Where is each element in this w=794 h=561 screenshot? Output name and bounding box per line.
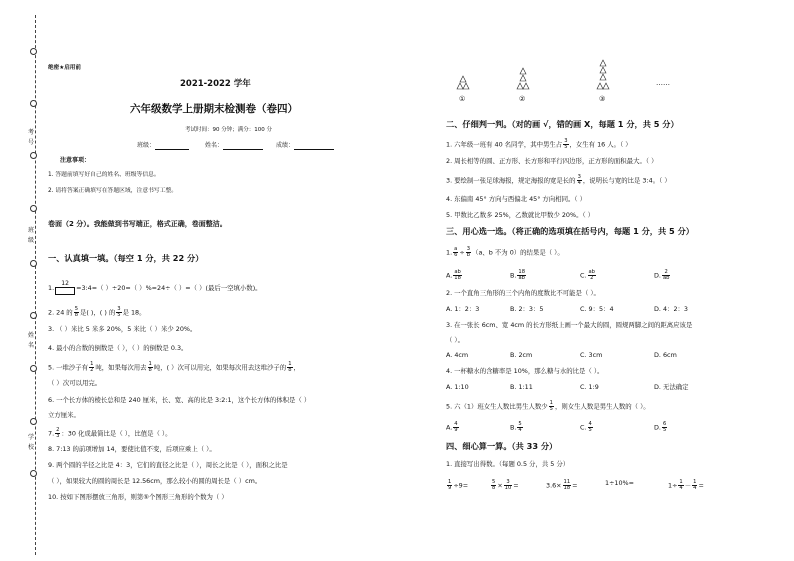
- s3-q2-option-a[interactable]: A. 1：2：3: [446, 305, 480, 313]
- pattern-label: ②: [519, 95, 526, 103]
- pattern-ellipsis: ……: [656, 79, 670, 87]
- calc-item[interactable]: $\frac{5}{8}$ × $\frac{3}{10}$ =: [492, 479, 519, 492]
- notes-title: 注意事项：: [60, 157, 91, 164]
- s3-q5-option-d[interactable]: D. $\frac{6}{5}$: [654, 421, 667, 434]
- s1-q3: 3. （ ）米比 5 米多 20%，5 米比（ ）米少 20%。: [48, 325, 197, 333]
- s3-q5-option-b[interactable]: B. $\frac{5}{4}$: [510, 421, 522, 434]
- s3-q4: 4. 一杯糖水的含糖率是 10%，那么糖与水的比是（ ）。: [446, 367, 604, 375]
- s3-q1: 1. $\frac{a}{6}$ ÷ $\frac{3}{b}$ （a、b 不为 0）的结果是（ ）。: [446, 246, 564, 259]
- section4-title: 四、细心算一算。（共 33 分）: [446, 441, 558, 451]
- margin-label: 班: [28, 227, 35, 234]
- s3-q2-option-b[interactable]: B. 2：3：5: [510, 305, 544, 313]
- pattern-figure-1: [457, 76, 469, 89]
- binding-hole: [30, 470, 37, 477]
- class-label: 班级：: [137, 142, 156, 149]
- margin-label: 姓: [28, 332, 35, 339]
- s4-subtitle: 1. 直接写出得数。（每题 0.5 分，共 5 分）: [446, 460, 570, 468]
- s2-q1: 1. 六年级一班有 40 名同学，其中男生占 $\frac{3}{5}$ ，女生有 16 人。（ ）: [446, 138, 632, 151]
- s3-q1-option-c[interactable]: C. $\frac{ab}{2}$: [580, 269, 595, 282]
- margin-label: 学: [28, 434, 35, 441]
- s1-q9-line2: （ ），如果较大的圆的周长是 12.56cm，那么较小的圆的周长是（ ）cm。: [48, 477, 262, 485]
- s3-q1-option-a[interactable]: A. $\frac{ab}{18}$: [446, 269, 461, 282]
- s2-q2: 2. 周长相等的圆、正方形、长方形和平行四边形，正方形的面积最大。（ ）: [446, 157, 658, 165]
- score-blank[interactable]: [294, 143, 334, 150]
- pattern-label: ③: [599, 95, 606, 103]
- class-blank[interactable]: [155, 143, 189, 150]
- score-label: 成绩：: [276, 142, 295, 149]
- section2-title: 二、仔细判一判。（对的画 √，错的画 X，每题 1 分，共 5 分）: [446, 119, 679, 129]
- s3-q3-line2: （ ）。: [446, 336, 465, 344]
- s3-q4-option-b[interactable]: B. 1:11: [510, 383, 533, 391]
- s3-q2: 2. 一个直角三角形的三个内角的度数比不可能是（ ）。: [446, 289, 600, 297]
- pattern-figure-2: [517, 68, 529, 89]
- s3-q5-option-a[interactable]: A. $\frac{4}{9}$: [446, 421, 458, 434]
- s1-q9: 9. 两个圆的半径之比是 4：3，它们的直径之比是（ ），周长之比是（ ），面积之比是: [48, 461, 288, 469]
- s3-q3: 3. 在一张长 6cm、宽 4cm 的长方形纸上画一个最大的圆，圆规两脚之间的距离应该是: [446, 321, 693, 329]
- s3-q3-option-b[interactable]: B. 2cm: [510, 351, 533, 359]
- section1-title: 一、认真填一填。（每空 1 分，共 22 分）: [48, 253, 204, 263]
- s3-q4-option-a[interactable]: A. 1:10: [446, 383, 469, 391]
- s1-q1: 1. 12 =3:4=（ ）÷20=（ ）%=24÷（ ）=（ ）(最后一空填小数)。: [48, 281, 262, 295]
- class-field[interactable]: [137, 143, 189, 150]
- binding-hole: [30, 365, 37, 372]
- s1-q10: 10. 按如下图形摆放三角形，则第⑤个图形三角形的个数为（ ）: [48, 493, 228, 501]
- exam-meta: 考试时间：90 分钟；满分：100 分: [185, 127, 272, 133]
- name-label: 姓名：: [205, 142, 224, 149]
- s3-q2-option-c[interactable]: C. 9：5：4: [580, 305, 614, 313]
- s3-q5: 5. 六（1）班女生人数比男生人数少 $\frac{1}{5}$ ，则女生人数是男生人数的（ ）。: [446, 400, 650, 413]
- s1-q8: 8. 7:13 的前项增加 14，要使比值不变，后项应乘上（ ）。: [48, 445, 216, 453]
- s3-q4-option-d[interactable]: D. 无法确定: [654, 383, 689, 391]
- q1-text: =3:4=（ ）÷20=（ ）%=24÷（ ）=（ ）(最后一空填小数)。: [76, 284, 262, 292]
- s2-q4: 4. 东偏南 45° 方向与西偏北 45° 方向相同。（ ）: [446, 195, 586, 203]
- calc-item[interactable]: 1÷10%=: [605, 479, 634, 487]
- s3-q3-option-c[interactable]: C. 3cm: [580, 351, 603, 359]
- s3-q1-option-d[interactable]: D. $\frac{2}{ab}$: [654, 269, 670, 282]
- s1-q4: 4. 最小的合数的倒数是（ ），（ ）的倒数是 0.3。: [48, 344, 188, 352]
- score-field[interactable]: [276, 143, 334, 150]
- binding-hole: [30, 48, 37, 55]
- name-blank[interactable]: [223, 143, 263, 150]
- calc-item[interactable]: 1÷ $\frac{1}{4}$ － $\frac{1}{4}$ =: [668, 479, 704, 492]
- margin-label: 校: [28, 444, 35, 451]
- margin-label: 号: [28, 139, 35, 146]
- calc-item[interactable]: 3.6× $\frac{11}{18}$ =: [546, 479, 578, 492]
- s3-q2-option-d[interactable]: D. 4：2：3: [654, 305, 688, 313]
- s1-q6-line2: 立方厘米。: [48, 411, 80, 419]
- exam-year: 2021-2022 学年: [180, 79, 251, 89]
- q1-blank[interactable]: [55, 288, 75, 295]
- exam-title: 六年级数学上册期末检测卷（卷四）: [130, 103, 298, 115]
- margin-label: 考: [28, 129, 35, 136]
- pattern-figure-3: [597, 60, 609, 89]
- q1-numerator: 12: [55, 281, 75, 288]
- s1-q5: 5. 一堆沙子有 $\frac{1}{2}$ 吨，如果每次用去 $\frac{1}{8}$ 吨，( ）次可以用完，如果每次用去这堆沙子的 $\frac{1}{8}$ ，: [48, 361, 300, 374]
- binding-hole: [30, 418, 37, 425]
- s2-q5: 5. 甲数比乙数多 25%，乙数就比甲数少 20%。（ ）: [446, 211, 595, 219]
- margin-label: 名: [28, 342, 35, 349]
- note-item: 2. 请将答案正确填写在答题区域，注意书写工整。: [48, 188, 178, 194]
- s2-q3: 3. 要绘制一张足球海报，规定海报的宽是长的 $\frac{3}{4}$ ，说明长与宽的比是 3:4。（ ）: [446, 174, 671, 187]
- s1-q2: 2. 24 的 $\frac{5}{8}$ 是( )，( ) 的 $\frac{3}{5}$ 是 18。: [48, 306, 146, 319]
- name-field[interactable]: [205, 143, 263, 150]
- note-item: 1. 答题前填写好自己的姓名、班级等信息。: [48, 172, 160, 178]
- s3-q4-option-c[interactable]: C. 1:9: [580, 383, 599, 391]
- binding-hole: [30, 100, 37, 107]
- calc-item[interactable]: $\frac{1}{9}$ ÷9=: [448, 479, 469, 492]
- s3-q3-option-a[interactable]: A. 4cm: [446, 351, 469, 359]
- binding-hole: [30, 152, 37, 159]
- binding-hole: [30, 312, 37, 319]
- neatness-note: 卷面（2 分）。我能做到书写端正，格式正确，卷面整洁。: [48, 220, 227, 228]
- secret-mark: 绝密★启用前: [48, 65, 81, 71]
- s3-q5-option-c[interactable]: C. $\frac{4}{5}$: [580, 421, 592, 434]
- s1-q6: 6. 一个长方体的棱长总和是 240 厘米，长、宽、高的比是 3:2:1，这个长方体的体积是（ ）: [48, 396, 311, 404]
- margin-label: 级: [28, 237, 35, 244]
- s3-q1-option-b[interactable]: B. $\frac{18}{ab}$: [510, 269, 526, 282]
- s1-q7: 7. $\frac{2}{3}$ ：30 化成最简比是（ ），比值是（ ）。: [48, 427, 172, 440]
- pattern-label: ①: [459, 95, 466, 103]
- binding-hole: [30, 205, 37, 212]
- s3-q3-option-d[interactable]: D. 6cm: [654, 351, 677, 359]
- s1-q5-line2: （ ）次可以用完。: [48, 379, 102, 387]
- binding-hole: [30, 260, 37, 267]
- section3-title: 三、用心选一选。（将正确的选项填在括号内，每题 1 分，共 5 分）: [446, 226, 694, 236]
